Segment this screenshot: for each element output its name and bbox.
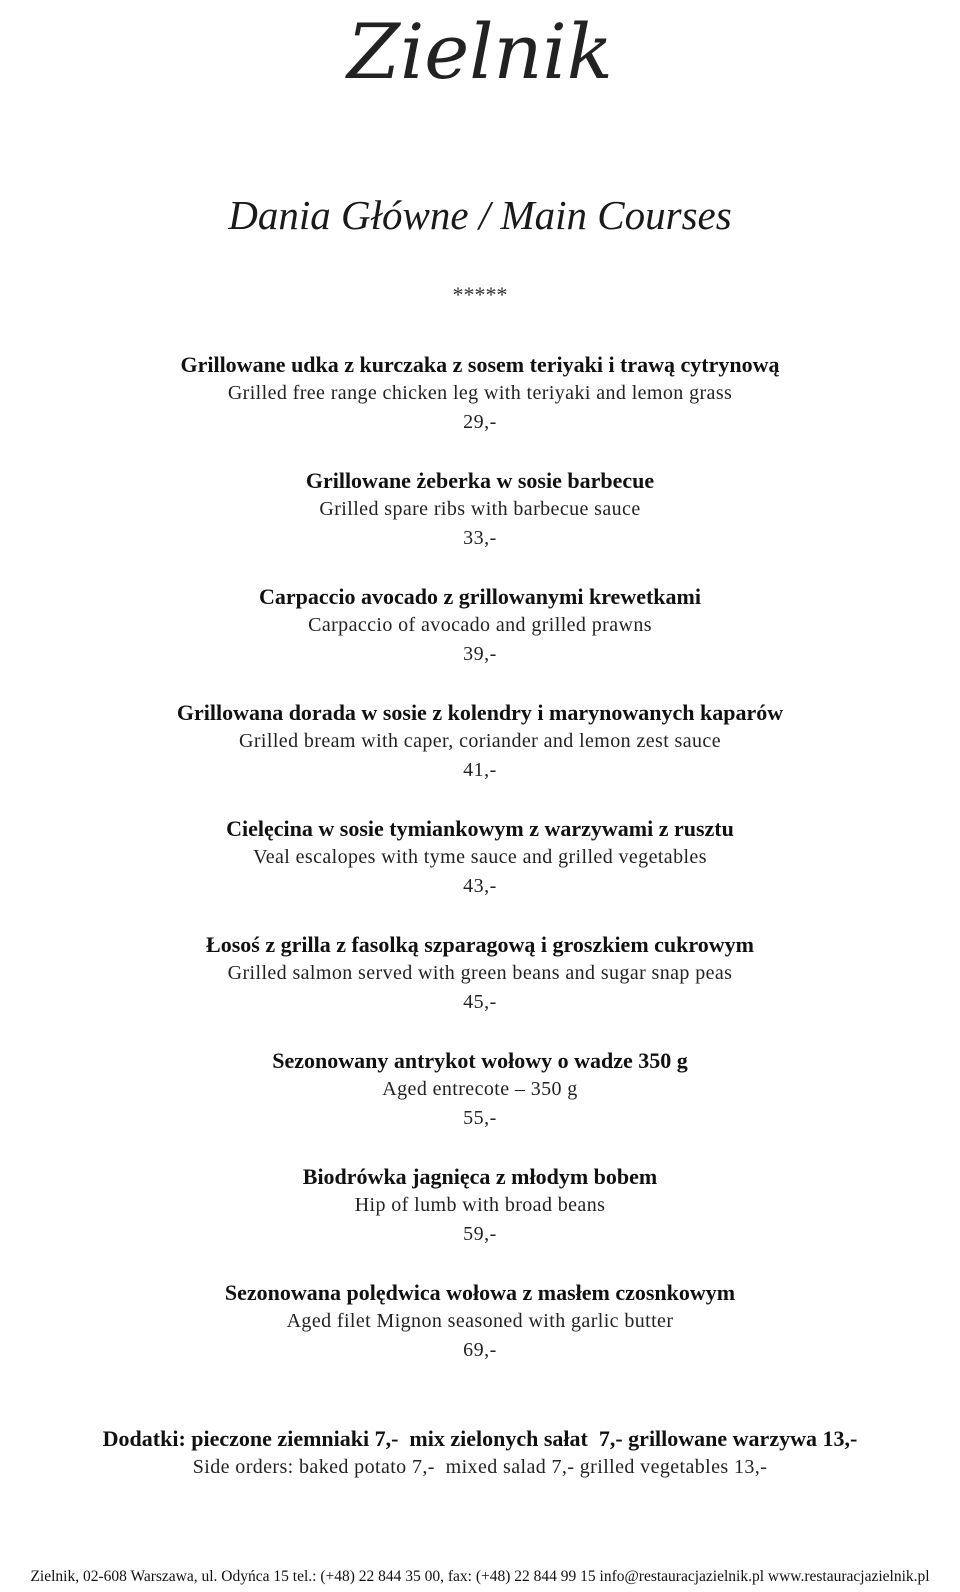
menu-item [0, 467, 960, 583]
dish-name-pl: Sezonowany antrykot wołowy o wadze 350 g [272, 1048, 688, 1073]
menu-item [0, 351, 960, 467]
dish-name-pl: Sezonowana polędwica wołowa z masłem czosnkowym [224, 1280, 736, 1305]
menu-item [0, 1279, 960, 1395]
dish-price: 33,- [463, 527, 497, 549]
side-orders-pl: Dodatki: pieczone ziemniaki 7,- mix zielonych sałat 7,- grillowane warzywa 13,- [102, 1426, 858, 1451]
menu-item [0, 583, 960, 699]
dish-name-pl: Grillowane żeberka w sosie barbecue [305, 468, 655, 493]
dish-name-pl: Łosoś z grilla z fasolką szparagową i groszkiem cukrowym [206, 932, 754, 957]
dish-name-en: Hip of lumb with broad beans [354, 1194, 606, 1216]
dish-price: 41,- [463, 759, 497, 781]
menu-item [0, 699, 960, 815]
menu-list [0, 351, 960, 1395]
dish-name-en: Grilled bream with caper, coriander and lemon zest sauce [239, 730, 721, 752]
dish-name-pl: Carpaccio avocado z grillowanymi krewetkami [259, 584, 701, 609]
menu-item [0, 931, 960, 1047]
dish-price: 39,- [463, 643, 497, 665]
dish-price: 29,- [463, 411, 497, 433]
dish-price: 45,- [463, 991, 497, 1013]
dish-name-pl: Cielęcina w sosie tymiankowym z warzywami z rusztu [226, 816, 734, 841]
dish-price: 55,- [463, 1107, 497, 1129]
dish-name-en: Aged entrecote – 350 g [382, 1078, 578, 1100]
dish-name-pl: Grillowana dorada w sosie z kolendry i marynowanych kaparów [176, 700, 784, 725]
dish-name-pl: Biodrówka jagnięca z młodym bobem [302, 1164, 658, 1189]
dish-name-en: Carpaccio of avocado and grilled prawns [308, 614, 652, 636]
restaurant-logo [0, 0, 960, 110]
dish-name-en: Aged filet Mignon seasoned with garlic butter [286, 1310, 674, 1332]
footer-contact: Zielnik, 02-608 Warszawa, ul. Odyńca 15 tel.: (+48) 22 844 35 00, fax: (+48) 22 844 99 15 info@restauracjazielnik.pl www.restauracjazielnik.pl [30, 1568, 930, 1585]
dish-price: 43,- [463, 875, 497, 897]
title-separator: ***** [452, 282, 508, 307]
dish-price: 69,- [463, 1339, 497, 1361]
dish-name-en: Grilled salmon served with green beans and sugar snap peas [227, 962, 733, 984]
menu-item [0, 1047, 960, 1163]
logo-text: Zielnik [347, 7, 613, 96]
dish-name-en: Grilled spare ribs with barbecue sauce [319, 498, 641, 520]
side-orders [0, 1425, 960, 1481]
dish-name-en: Grilled free range chicken leg with teriyaki and lemon grass [227, 382, 733, 404]
dish-price: 59,- [463, 1223, 497, 1245]
menu-item [0, 1163, 960, 1279]
page-title: Dania Główne / Main Courses [228, 192, 732, 238]
menu-item [0, 815, 960, 931]
dish-name-pl: Grillowane udka z kurczaka z sosem teriyaki i trawą cytrynową [180, 352, 780, 377]
dish-name-en: Veal escalopes with tyme sauce and grilled vegetables [253, 846, 707, 868]
side-orders-en: Side orders: baked potato 7,- mixed salad 7,- grilled vegetables 13,- [192, 1456, 768, 1478]
